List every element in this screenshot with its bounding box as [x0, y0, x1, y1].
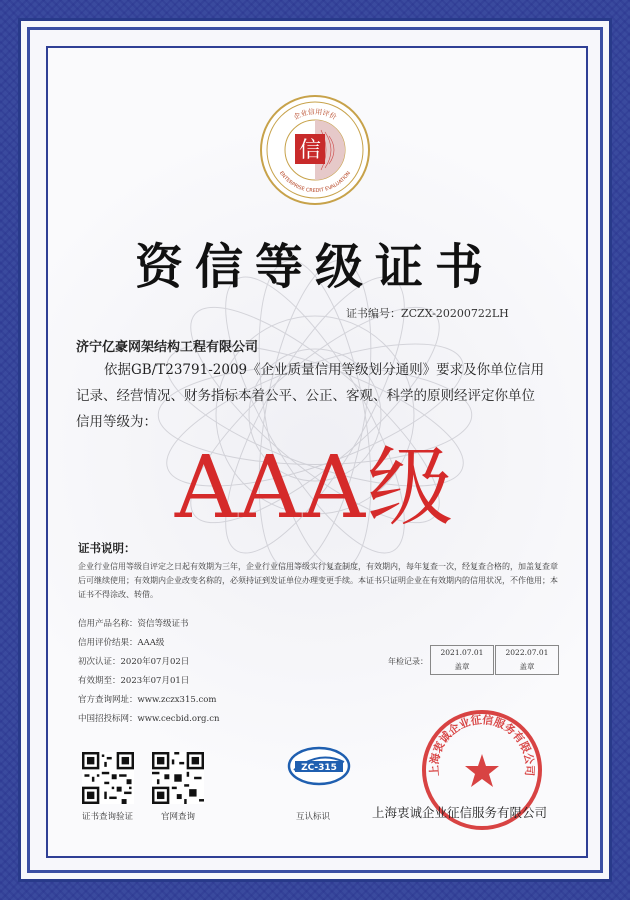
annual-box-1-date: 2021.07.01	[440, 648, 484, 657]
certificate-title: 资信等级证书	[134, 239, 495, 295]
credit-evaluation-seal	[259, 94, 371, 206]
body-line-3: 信用等级为：	[76, 414, 157, 430]
red-seal-text: 上海衷诚企业征信服务有限公司	[427, 713, 537, 777]
official-site-qr-label: 官网查询	[161, 812, 196, 822]
bid-site: 中国招投标网：www.cecbid.org.cn	[78, 714, 220, 724]
issuer-name: 上海衷诚企业征信服务有限公司	[372, 805, 548, 820]
notes-title: 证书说明：	[78, 541, 136, 555]
evaluation-result: 信用评价结果：AAA级	[78, 638, 165, 648]
annual-box-1-stamp: 盖章	[454, 662, 470, 671]
body-line-2: 记录、经营情况、财务指标本着公平、公正、客观、科学的原则经评定你单位	[76, 388, 535, 404]
annual-box-2	[495, 645, 559, 675]
annual-box-2-stamp: 盖章	[519, 662, 535, 671]
verification-qr-code[interactable]	[82, 752, 134, 804]
mutual-recognition-label: 互认标识	[296, 812, 331, 822]
notes-paragraph: 企业行业信用等级自评定之日起有效期为三年，企业行业信用等级实行复查制度，有效期内，每年复查一次，经复查合格的，加盖复查章后可继续使用；有效期内企业改变名称的，必须持证到发证单位办理变更手续。本证书只证明企业在有效期内的信用状况，不作他用；本证书不得涂改、转借。	[78, 562, 558, 599]
product-name: 信用产品名称：资信等级证书	[78, 619, 189, 629]
seal-glyph: 信	[298, 138, 322, 163]
body-line-1: 依据GB/T23791-2009《企业质量信用等级划分通则》要求及你单位信用	[104, 362, 545, 378]
first-certified-date: 初次认证：2020年07月02日	[78, 657, 190, 667]
company-name: 济宁亿豪网架结构工程有限公司	[76, 340, 259, 355]
annual-inspection-label: 年检记录：	[388, 657, 428, 666]
zc315-logo	[286, 744, 352, 788]
certificate-number: 证书编号：ZCZX-20200722LH	[346, 307, 509, 320]
seal-arc-text-en: ENTERPRISE CREDIT EVALUATION	[277, 170, 353, 195]
seal-arc-text: 企业信用评价	[292, 107, 338, 122]
annual-box-2-date: 2022.07.01	[505, 648, 549, 657]
credit-level: AAA级	[174, 438, 456, 538]
valid-until-date: 有效期至：2023年07月01日	[78, 676, 190, 686]
official-site-qr-code[interactable]	[152, 752, 204, 804]
annual-box-1	[430, 645, 494, 675]
official-site: 官方查询网址：www.zczx315.com	[78, 695, 217, 705]
zc315-logo-text: ZC-315	[301, 763, 337, 773]
verification-qr-label: 证书查询验证	[82, 812, 134, 822]
